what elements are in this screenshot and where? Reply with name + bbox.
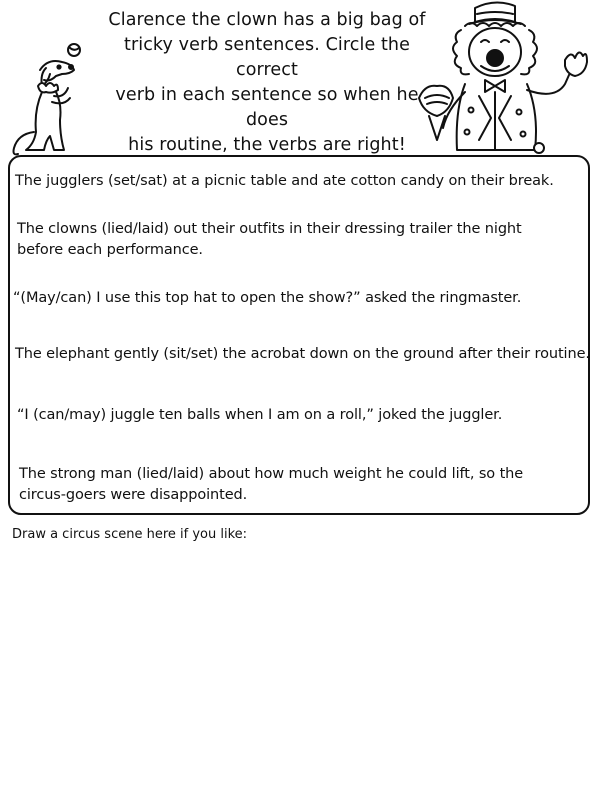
instructions-line: Clarence the clown has a big bag of [108,10,426,30]
sentence-2 [17,219,522,261]
sentence-line: The elephant gently (sit/set) the acrobat down on the ground after their routine. [15,346,590,362]
clown-illustration [415,0,600,158]
sentence-1 [15,171,554,192]
sentence-3 [13,288,521,309]
sentence-line: “I (can/may) juggle ten balls when I am on a roll,” joked the juggler. [17,407,503,423]
sentence-box [8,155,590,515]
sentence-line: The clowns (lied/laid) out their outfits in their dressing trailer the night [17,221,522,237]
sentence-line: before each performance. [17,242,203,258]
instructions [92,8,442,158]
sentence-line: circus-goers were disappointed. [19,487,248,503]
sentence-line: “(May/can) I use this top hat to open the show?” asked the ringmaster. [13,290,522,306]
instructions-line: tricky verb sentences. Circle the correct [123,35,410,80]
draw-prompt: Draw a circus scene here if you like: [12,527,248,542]
instructions-line: verb in each sentence so when he does [115,85,419,130]
instructions-line: his routine, the verbs are right! [128,135,406,155]
sentence-line: The jugglers (set/sat) at a picnic table and ate cotton candy on their break. [15,173,554,189]
sentence-5 [17,405,502,426]
dog-juggling-illustration [4,40,96,160]
sentence-4 [15,344,590,365]
sentence-line: The strong man (lied/laid) about how much weight he could lift, so the [19,466,524,482]
drawing-area[interactable] [8,550,590,785]
sentence-6 [19,464,523,506]
